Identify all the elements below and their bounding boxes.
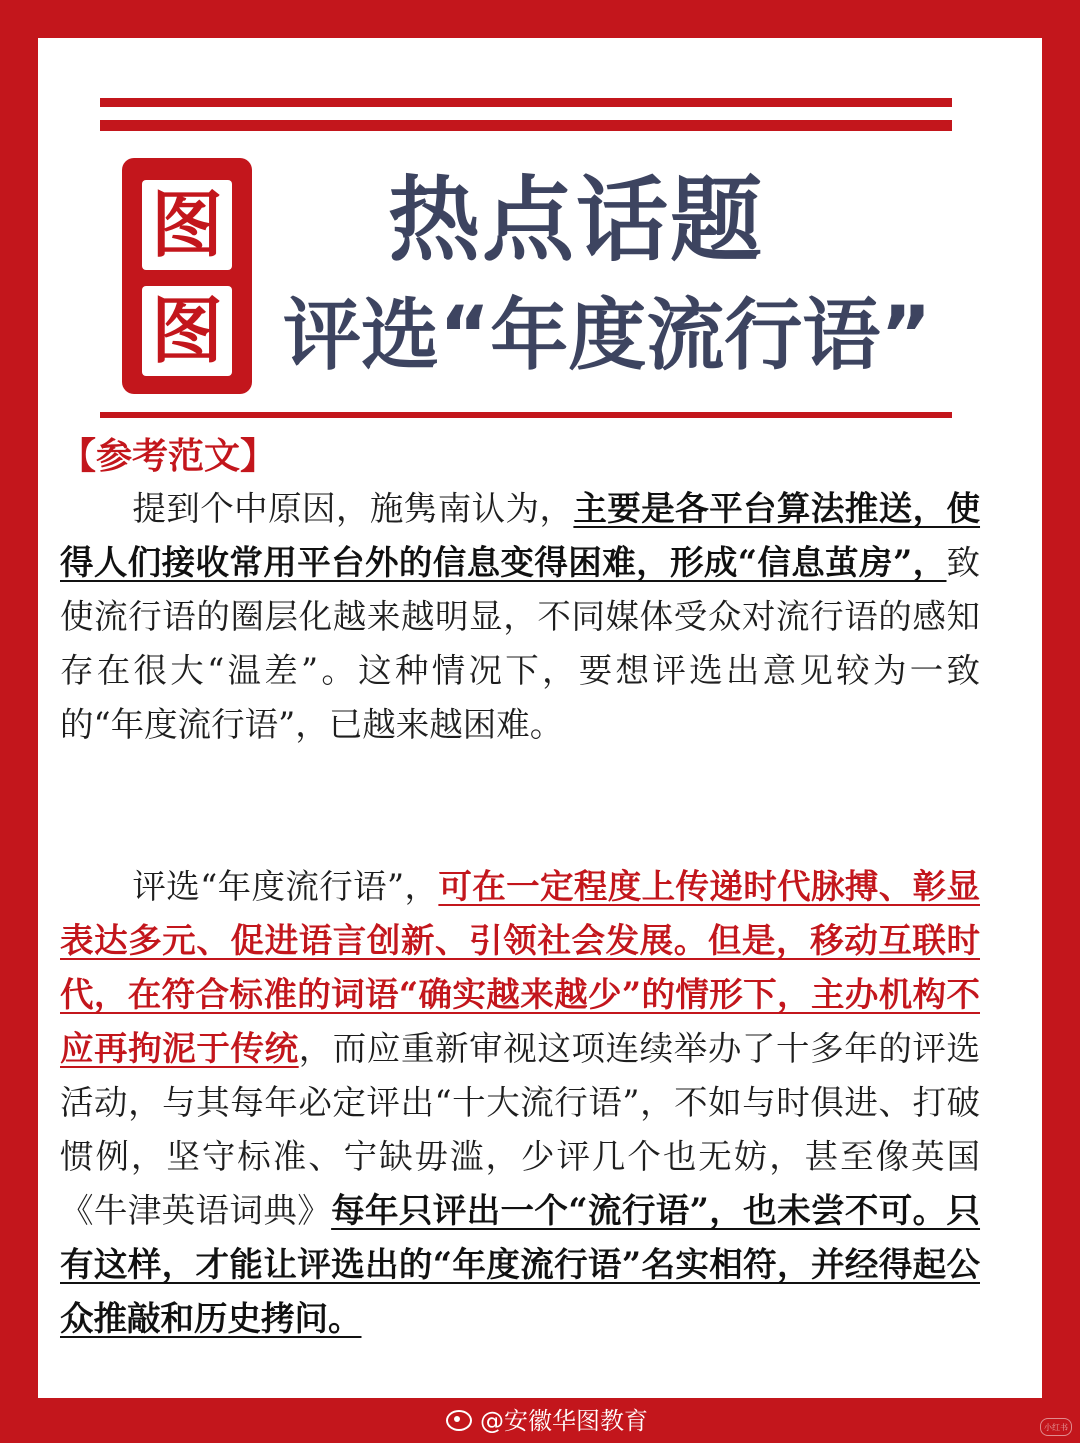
- logo-char-top: 图: [142, 180, 232, 270]
- logo-badge: [122, 158, 252, 394]
- top-rule-thin: [100, 98, 952, 107]
- paragraph-2: [60, 860, 980, 1346]
- page-subtitle: 评选“年度流行语”: [283, 291, 932, 381]
- paragraph-1-lead: 提到个中原因，施隽南认为，: [132, 489, 574, 528]
- paragraph-2-highlight-red: 可在一定程度上传递时代脉搏、彰显表达多元、促进语言创新、引领社会发展。但是，移动互联时代，在符合标准的词语“确实越来越少”的情形下，主办机构不应再拘泥于传统: [60, 867, 980, 1068]
- section-label: 【参考范文】: [60, 435, 277, 477]
- weibo-icon: [444, 1406, 474, 1430]
- top-rule-thick: [100, 120, 952, 131]
- watermark: [444, 1404, 648, 1435]
- watermark-text: @安徽华图教育: [480, 1406, 648, 1435]
- paragraph-2-lead: 评选“年度流行语”，: [132, 867, 439, 906]
- paragraph-1-highlight: 主要是各平台算法推送，使得人们接收常用平台外的信息变得困难，形成“信息茧房”，: [60, 489, 981, 582]
- header-divider: [100, 412, 952, 418]
- paragraph-2-highlight-black: 每年只评出一个“流行语”，也未尝不可。只有这样，才能让评选出的“年度流行语”名实相符，并经得起公众推敲和历史拷问。: [60, 1191, 981, 1338]
- content-card: [38, 38, 1042, 1398]
- corner-mark: 小红书: [1040, 1418, 1072, 1436]
- paragraph-1: [60, 482, 980, 752]
- paragraph-2-middle: ，而应重新审视这项连续举办了十多年的评选活动，与其每年必定评出“十大流行语”，不如与时俱进、打破惯例，坚守标准、宁缺毋滥，少评几个也无妨，甚至像英国《牛津英语词典》: [60, 1029, 981, 1230]
- page-title: 热点话题: [388, 167, 765, 274]
- logo-char-bottom: 图: [142, 286, 232, 376]
- paragraph-1-tail: 致使流行语的圈层化越来越明显，不同媒体受众对流行语的感知存在很大“温差”。这种情况下，要想评选出意见较为一致的“年度流行语”，已越来越困难。: [60, 543, 980, 744]
